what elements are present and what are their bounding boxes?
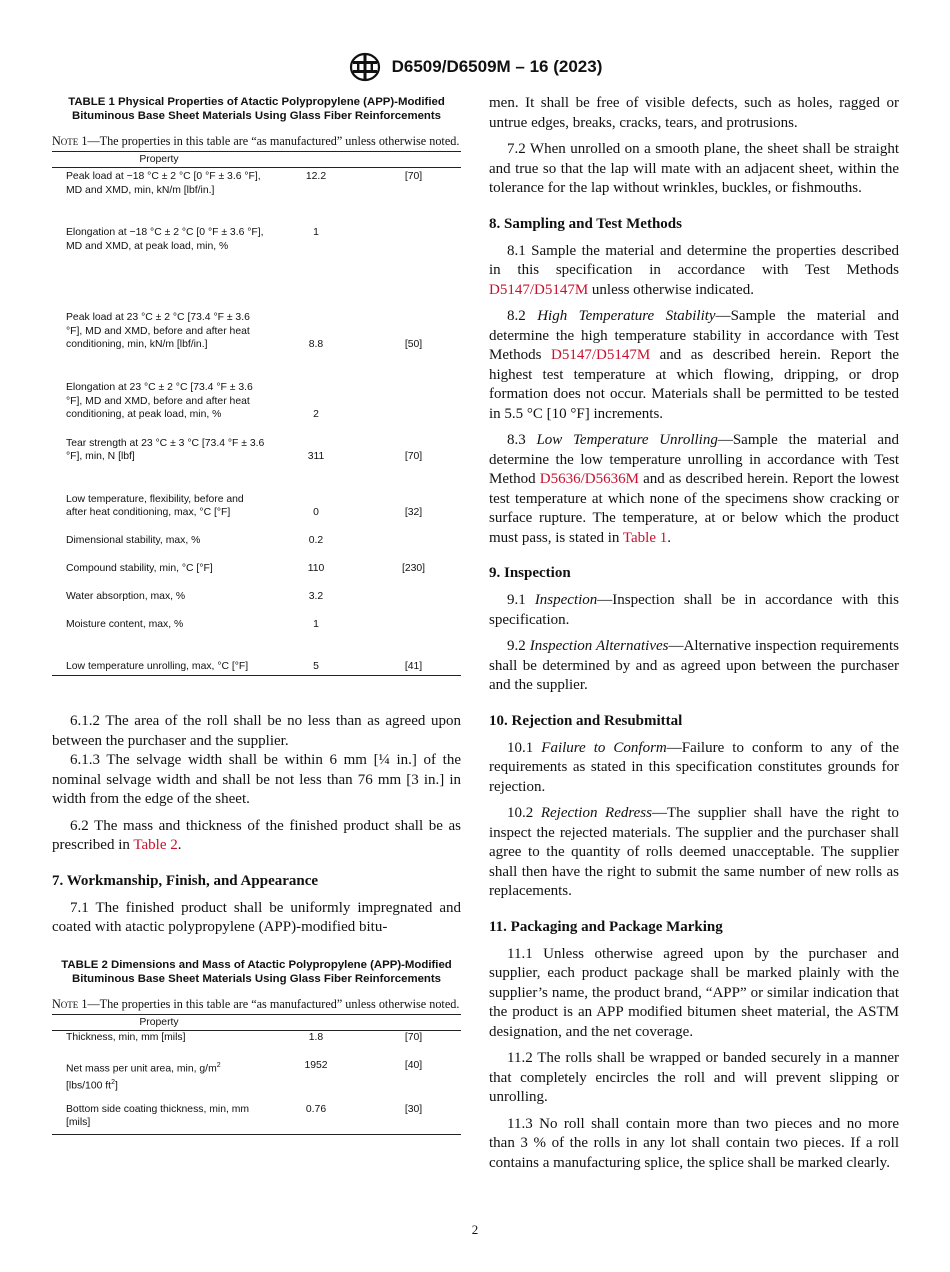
table2-note-label: Note 1 — [52, 996, 88, 1011]
table2-mass-sup-b: 2 — [111, 1078, 115, 1086]
table-row — [52, 1059, 461, 1103]
table-row — [52, 352, 461, 422]
table1-cell-property: Water absorption, max, % — [66, 591, 186, 603]
table1-note-text: —The properties in this table are “as manufactured” unless otherwise noted. — [87, 133, 460, 148]
table1-cell-property: Elongation at 23 °C ± 2 °C [73.4 °F ± 3.6 °F], MD and XMD, before and after heat conditioning, at peak load, min, % — [66, 382, 253, 421]
paragraph-8-2 — [489, 307, 899, 424]
paragraph-6-2-text: 6.2 The mass and thickness of the finished product shall be as prescribed in — [52, 817, 461, 854]
table2-cell-si: 0.76 — [266, 1103, 366, 1135]
right-column — [489, 94, 899, 1180]
table1-cell-si: 0.2 — [308, 535, 324, 547]
table-row — [52, 548, 461, 576]
table1-cell-si: 311 — [307, 451, 325, 463]
table1-reference-link[interactable]: Table 1 — [622, 529, 668, 546]
table1-cell-ip — [366, 576, 461, 604]
table2-mass-label-a: Net mass per unit area, min, g/m — [66, 1063, 217, 1075]
paragraph-6-1-3: 6.1.3 The selvage width shall be within 6 mm [¼ in.] of the nominal selvage width and shall be not less than 76 mm [3 in.] in width from the edge of the sheet. — [52, 752, 461, 808]
paragraph-8-3 — [489, 431, 899, 548]
section-11-heading: 11. Packaging and Package Marking — [489, 918, 723, 935]
page-number: 2 — [471, 1222, 479, 1237]
paragraph-9-2-text: —Alternative inspection requirements shall be determined by and as agreed upon between the purchaser and the supplier. — [489, 638, 899, 693]
table1-cell-si: 110 — [307, 563, 325, 575]
table2-note-text: —The properties in this table are “as manufactured” unless otherwise noted. — [87, 996, 460, 1011]
paragraph-10-2-number: 10.2 — [507, 805, 541, 821]
paragraph-8-3-end: . — [667, 529, 672, 546]
table-row — [52, 632, 461, 676]
paragraph-7-2: 7.2 When unrolled on a smooth plane, the sheet shall be straight and true so that the lap will mate with an adjacent sheet, within the tolerance for the lap without wrinkles, buckles, or fishmouths. — [489, 141, 899, 196]
table2 — [52, 1014, 461, 1136]
table2-cell-property: Bottom side coating thickness, min, mm [mils] — [52, 1103, 266, 1135]
table1-cell-si: 1 — [313, 619, 319, 631]
paragraph-8-1 — [489, 242, 899, 301]
paragraph-7-1-continued: men. It shall be free of visible defects, such as holes, ragged or untrue edges, breaks, cracks, tears, and protrusions. — [489, 95, 899, 131]
table1-cell-si: 0 — [313, 507, 319, 519]
table1-cell-property: Peak load at 23 °C ± 2 °C [73.4 °F ± 3.6 °F], MD and XMD, before and after heat conditioning, min, kN/m [lbf/in.] — [66, 312, 250, 351]
page-header — [0, 52, 950, 82]
table1-caption: TABLE 1 Physical Properties of Atactic Polypropylene (APP)-Modified Bituminous Base Sheet Materials Using Glass Fiber Reinforcements — [68, 96, 445, 123]
table2-header-blank-ip — [366, 1014, 461, 1031]
paragraph-10-2-text: —The supplier shall have the right to inspect the rejected materials. The supplier and the purchaser shall agree to the quantity of rolls deemed unacceptable. The supplier shall then have the right to submit the same number of new rolls as replacements. — [489, 805, 899, 899]
table-row — [52, 604, 461, 632]
paragraph-9-1-number: 9.1 — [507, 592, 535, 608]
paragraph-10-2 — [489, 804, 899, 902]
paragraph-6-2-end: . — [177, 837, 182, 854]
table-row — [52, 464, 461, 520]
table1 — [52, 151, 461, 677]
table1-cell-si: 5 — [266, 632, 366, 676]
paragraph-11-1: 11.1 Unless otherwise agreed upon by the purchaser and supplier, each product package shall be marked plainly with the supplier’s name, the product brand, “APP” or similar indication that the product is an APP modified bitumen sheet material, the ASTM designation, and the net coverage. — [489, 945, 899, 1040]
table2-caption: TABLE 2 Dimensions and Mass of Atactic Polypropylene (APP)-Modified Bituminous Base Sheet Materials Using Glass Fiber Reinforcements — [61, 958, 452, 986]
table-row — [52, 422, 461, 464]
table2-mass-label-c: ] — [114, 1080, 118, 1092]
left-body-text — [52, 712, 461, 938]
table2-block — [52, 958, 461, 1135]
paragraph-9-1-title: Inspection — [534, 592, 598, 608]
document-designation: D6509/D6509M – 16 (2023) — [391, 57, 603, 76]
section-7-heading: 7. Workmanship, Finish, and Appearance — [52, 872, 319, 889]
d5636-reference-link[interactable]: D5636/D5636M — [539, 471, 639, 487]
paragraph-8-2-end: and as described herein. Report the highest test temperature at which flowing, dripping, or drop formation does not occur. Materials shall be permitted to be tested in 5.5 °C [10 °F] increments. — [489, 347, 899, 422]
paragraph-10-1 — [489, 739, 899, 798]
table2-column-header: Property — [52, 1014, 266, 1031]
paragraph-8-3-text: —Sample the material and determine the low temperature unrolling in accordance with Test Method — [489, 432, 899, 487]
paragraph-7-1: 7.1 The finished product shall be uniformly impregnated and coated with atactic polypropylene (APP)-modified bitu- — [52, 899, 461, 936]
paragraph-6-2 — [52, 817, 461, 856]
table1-cell-property: Dimensional stability, max, % — [66, 535, 201, 547]
table1-cell-property: Tear strength at 23 °C ± 3 °C [73.4 °F ± 3.6 °F], min, N [lbf] — [66, 437, 265, 463]
table1-column-header: Property — [52, 151, 266, 168]
table1-cell-si: 12.2 — [305, 171, 327, 183]
table2-mass-sup-a: 2 — [216, 1061, 221, 1069]
paragraph-9-2-title: Inspection Alternatives — [529, 638, 669, 654]
table1-cell-ip: [32] — [404, 507, 423, 519]
table1-cell-ip — [366, 604, 461, 632]
paragraph-8-3-number: 8.3 — [507, 432, 537, 448]
table2-header-blank-si — [266, 1014, 366, 1031]
table1-cell-si: 2 — [313, 409, 319, 421]
paragraph-10-1-title: Failure to Conform — [541, 739, 667, 756]
table2-header-row — [52, 1014, 461, 1031]
paragraph-9-2 — [489, 637, 899, 696]
paragraph-11-2: 11.2 The rolls shall be wrapped or banded securely in a manner that completely encircles the roll and will prevent slipping or unrolling. — [489, 1050, 899, 1105]
paragraph-6-1-2: 6.1.2 The area of the roll shall be no less than as agreed upon between the purchaser and the supplier. — [52, 713, 461, 749]
table2-reference-link[interactable]: Table 2 — [133, 837, 178, 854]
table1-cell-ip: [70] — [404, 451, 423, 463]
table1-cell-ip — [366, 352, 461, 422]
paragraph-10-1-text: —Failure to conform to any of the requirements as stated in this specification constitutes grounds for rejection. — [489, 739, 899, 795]
paragraph-8-3-title: Low Temperature Unrolling — [536, 432, 718, 448]
table1-cell-property: Elongation at −18 °C ± 2 °C [0 °F ± 3.6 °F], MD and XMD, at peak load, min, % — [66, 226, 264, 252]
table-row — [52, 520, 461, 548]
table1-cell-ip — [366, 226, 461, 282]
table1-header-blank-ip — [366, 151, 461, 168]
table-row — [52, 168, 461, 226]
paragraph-8-2-text: —Sample the material and determine the high temperature stability in accordance with Test Methods — [489, 308, 899, 363]
table1-cell-property: Low temperature, flexibility, before and after heat conditioning, max, °C [°F] — [66, 493, 244, 519]
paragraph-9-1 — [489, 591, 899, 630]
table1-note-label: Note 1 — [52, 133, 88, 148]
table1-cell-ip — [366, 520, 461, 548]
table1-cell-property: Compound stability, min, °C [°F] — [66, 563, 213, 575]
table1-cell-property: Low temperature unrolling, max, °C [°F] — [52, 632, 266, 676]
table1-cell-ip: [230] — [401, 563, 426, 575]
table1-header-row — [52, 151, 461, 168]
table2-cell-ip: [40] — [404, 1059, 423, 1071]
section-10-heading: 10. Rejection and Resubmittal — [489, 712, 683, 729]
table1-cell-property: Moisture content, max, % — [66, 619, 184, 631]
paragraph-9-1-text: —Inspection shall be in accordance with this specification. — [489, 592, 900, 628]
table1-cell-ip: [70] — [404, 171, 423, 183]
table2-cell-property — [52, 1059, 266, 1103]
left-column — [52, 95, 461, 1135]
astm-logo-icon — [348, 52, 382, 82]
paragraph-10-2-title: Rejection Redress — [540, 805, 652, 821]
paragraph-9-2-number: 9.2 — [507, 638, 530, 654]
paragraph-8-1-text: 8.1 Sample the material and determine the properties described in this specification in accordance with Test Methods — [489, 242, 899, 278]
paragraph-11-3: 11.3 No roll shall contain more than two pieces and no more than 3 % of the rolls in any lot shall contain two pieces. If a roll contains a manufacturing splice, the splice shall be marked clearly. — [489, 1115, 899, 1171]
table1-cell-property: Peak load at −18 °C ± 2 °C [0 °F ± 3.6 °F], MD and XMD, min, kN/m [lbf/in.] — [66, 171, 261, 196]
table2-note — [52, 997, 461, 1012]
table1-note — [52, 134, 461, 149]
table1-cell-si: 1 — [313, 226, 319, 238]
paragraph-10-1-number: 10.1 — [507, 739, 542, 756]
paragraph-8-3-middle: and as described herein. Report the lowest test temperature at which none of the specimens show cracking or surface rupture. The temperature, at or below which the product must pass, is stated in — [489, 471, 899, 546]
paragraph-8-2-number: 8.2 — [507, 308, 538, 324]
table-row — [52, 1103, 461, 1135]
table1-cell-si: 8.8 — [308, 339, 324, 351]
table-row — [52, 1031, 461, 1059]
table1-cell-ip: [50] — [404, 339, 423, 351]
d5147-reference-link[interactable]: D5147/D5147M — [550, 347, 651, 363]
table2-cell-si: 1.8 — [308, 1032, 324, 1044]
table1-header-blank-si — [266, 151, 366, 168]
table1-cell-ip: [41] — [366, 632, 461, 676]
table2-cell-property: Thickness, min, mm [mils] — [66, 1032, 186, 1044]
table2-cell-si: 1952 — [304, 1059, 328, 1071]
section-9-heading: 9. Inspection — [489, 565, 571, 581]
table-row — [52, 576, 461, 604]
d5147-reference-link[interactable]: D5147/D5147M — [489, 281, 589, 298]
table1-cell-si: 3.2 — [308, 591, 324, 603]
table2-cell-ip: [30] — [366, 1103, 461, 1135]
paragraph-8-1-end: unless otherwise indicated. — [588, 281, 754, 298]
paragraph-8-2-title: High Temperature Stability — [537, 308, 716, 324]
table2-cell-ip: [70] — [404, 1032, 423, 1044]
table-row — [52, 226, 461, 282]
section-8-heading: 8. Sampling and Test Methods — [489, 215, 682, 232]
table2-mass-label-b: [lbs/100 ft — [66, 1080, 112, 1092]
table-row — [52, 282, 461, 352]
